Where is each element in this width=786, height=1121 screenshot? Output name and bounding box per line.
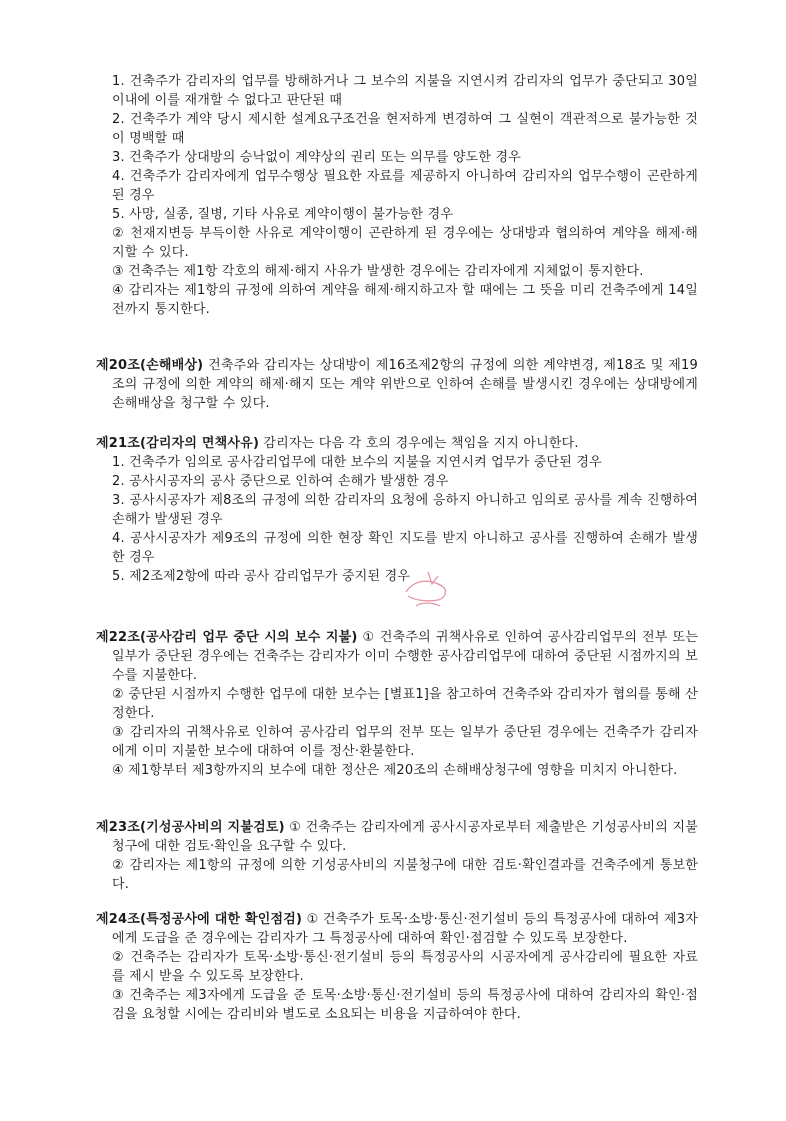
list-item: 3. 공사시공자가 제8조의 규정에 의한 감리자의 요청에 응하지 아니하고 임의로 공사를 계속 진행하여 손해가 발생된 경우 — [112, 493, 698, 527]
article-title: 제23조(기성공사비의 지불검토) — [96, 820, 285, 835]
article-title: 제22조(공사감리 업무 중단 시의 보수 지불) — [96, 630, 358, 645]
article-20 — [96, 356, 698, 413]
article-21 — [96, 434, 698, 586]
article-text: 건축주와 감리자는 상대방이 제16조제2항의 규정에 의한 계약변경, 제18조 및 제19조의 규정에 의한 계약의 해제·해지 또는 계약 위반으로 인하여 손해를 발생시킨 경우에는 상대방에게 손해배상을 청구할 수 있다. — [112, 358, 698, 411]
article-19-continued — [112, 72, 698, 319]
seal-stamp — [398, 566, 458, 616]
list-item: 2. 공사시공자의 공사 중단으로 인하여 손해가 발생한 경우 — [112, 474, 449, 489]
article-text: ① 건축주는 감리자에게 공사시공자로부터 제출받은 기성공사비의 지불청구에 대한 검토·확인을 요구할 수 있다. — [112, 820, 698, 854]
list-item: 5. 제2조제2항에 따라 공사 감리업무가 중지된 경우 — [112, 569, 411, 584]
article-title: 제24조(특정공사에 대한 확인점검) — [96, 912, 303, 927]
list-item: 5. 사망, 실종, 질병, 기타 사유로 계약이행이 불가능한 경우 — [112, 207, 454, 222]
paragraph: ② 천재지변등 부득이한 사유로 계약이행이 곤란하게 된 경우에는 상대방과 협의하여 계약을 해제·해지할 수 있다. — [112, 226, 698, 260]
paragraph: ④ 제1항부터 제3항까지의 보수에 대한 정산은 제20조의 손해배상청구에 영향을 미치지 아니한다. — [112, 763, 678, 778]
list-item: 4. 공사시공자가 제9조의 규정에 의한 현장 확인 지도를 받지 아니하고 공사를 진행하여 손해가 발생한 경우 — [112, 531, 698, 565]
article-24-items — [96, 948, 698, 1024]
list-item: 1. 건축주가 임의로 공사감리업무에 대한 보수의 지불을 지연시켜 업무가 중단된 경우 — [112, 455, 602, 470]
list-item: 3. 건축주가 상대방의 승낙없이 계약상의 권리 또는 의무를 양도한 경우 — [112, 150, 522, 165]
article-title: 제21조(감리자의 면책사유) — [96, 436, 260, 451]
paragraph: ② 중단된 시점까지 수행한 업무에 대한 보수는 [별표1]을 참고하여 건축주와 감리자가 협의를 통해 산정한다. — [112, 687, 698, 721]
article-title: 제20조(손해배상) — [96, 358, 204, 373]
article-text: ① 건축주의 귀책사유로 인하여 공사감리업무의 전부 또는 일부가 중단된 경우에는 건축주는 감리자가 이미 수행한 공사감리업무에 대하여 중단된 시점까지의 보수를 지불한다. — [112, 630, 699, 683]
paragraph: ③ 건축주는 제1항 각호의 해제·해지 사유가 발생한 경우에는 감리자에게 지체없이 통지한다. — [112, 264, 644, 279]
article-24-body — [96, 910, 698, 948]
paragraph: ③ 감리자의 귀책사유로 인하여 공사감리 업무의 전부 또는 일부가 중단된 경우에는 건축주가 감리자에게 이미 지불한 보수에 대하여 이를 정산·환불한다. — [112, 725, 698, 759]
list-item: 1. 건축주가 감리자의 업무를 방해하거나 그 보수의 지불을 지연시켜 감리자의 업무가 중단되고 30일 이내에 이를 재개할 수 없다고 판단된 때 — [112, 74, 698, 108]
paragraph: ③ 건축주는 제3자에게 도급을 준 토목·소방·통신·전기설비 등의 특정공사에 대하여 감리자의 확인·점검을 요청할 시에는 감리비와 별도로 소요되는 비용을 지급하여야 한다. — [112, 988, 698, 1022]
article-21-items — [96, 453, 698, 586]
article-20-body — [96, 356, 698, 413]
article-22 — [96, 628, 698, 780]
paragraph: ④ 감리자는 제1항의 규정에 의하여 계약을 해제·해지하고자 할 때에는 그 뜻을 미리 건축주에게 14일전까지 통지한다. — [112, 283, 698, 317]
article-text: ① 건축주가 토목·소방·통신·전기설비 등의 특정공사에 대하여 제3자에게 도급을 준 경우에는 감리자가 그 특정공사에 대하여 확인·점검할 수 있도록 보장한다. — [112, 912, 698, 946]
list-item: 2. 건축주가 계약 당시 제시한 설계요구조건을 현저하게 변경하여 그 실현이 객관적으로 불가능한 것이 명백할 때 — [112, 112, 698, 146]
article-text: 감리자는 다음 각 호의 경우에는 책임을 지지 아니한다. — [259, 436, 579, 451]
article-21-body — [96, 434, 698, 453]
list-item: 4. 건축주가 감리자에게 업무수행상 필요한 자료를 제공하지 아니하여 감리자의 업무수행이 곤란하게 된 경우 — [112, 169, 698, 203]
article-22-body — [96, 628, 698, 685]
article-23-body — [96, 818, 698, 856]
paragraph: ② 건축주는 감리자가 토목·소방·통신·전기설비 등의 특정공사의 시공자에게 공사감리에 필요한 자료를 제시 받을 수 있도록 보장한다. — [112, 950, 698, 984]
article-24 — [96, 910, 698, 1024]
article-23-items — [96, 856, 698, 894]
article-23 — [96, 818, 698, 894]
article-22-items — [96, 685, 698, 780]
paragraph: ② 감리자는 제1항의 규정에 의한 기성공사비의 지불청구에 대한 검토·확인결과를 건축주에게 통보한다. — [112, 858, 698, 892]
